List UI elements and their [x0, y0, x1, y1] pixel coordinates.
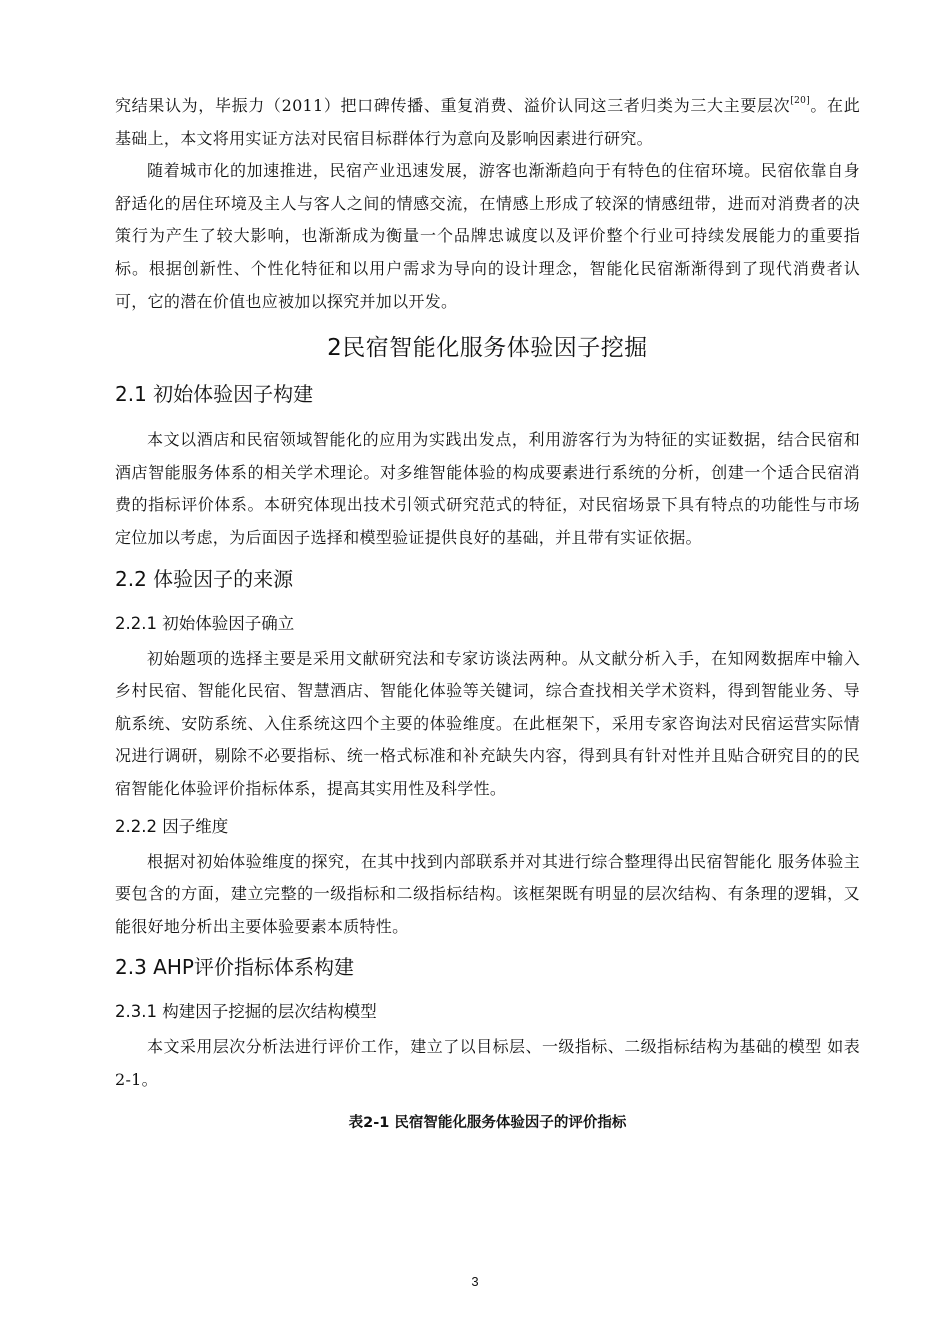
citation-marker: [20] — [790, 96, 811, 106]
body-paragraph: 随着城市化的加速推进，民宿产业迅速发展，游客也渐渐趋向于有特色的住宿环境。民宿依靠自身舒适化的居住环境及主人与客人之间的情感交流，在情感上形成了较深的情感纽带，进而对消费者的决策行为产生了较大影响，也渐渐成为衡量一个品牌忠诚度以及评价整个行业可持续发展能力的重要指标。根据创新性、个性化特征和以用户需求为导向的设计理念，智能化民宿渐渐得到了现代消费者认可，它的潜在价值也应被加以探究并加以开发。 — [115, 161, 860, 311]
page-content — [115, 90, 860, 1136]
table-caption: 表2-1 民宿智能化服务体验因子的评价指标 — [348, 1115, 627, 1132]
subsection-2-2-1-body: 初始题项的选择主要是采用文献研究法和专家访谈法两种。从文献分析入手，在知网数据库中输入乡村民宿、智能化民宿、智慧酒店、智能化体验等关键词，综合查找相关学术资料，得到智能业务、导航系统、安防系统、入住系统这四个主要的体验维度。在此框架下，采用专家咨询法对民宿运营实际情况进行调研，剔除不必要指标、统一格式标准和补充缺失内容，得到具有针对性并且贴合研究目的的民宿智能化体验评价指标体系，提高其实用性及科学性。 — [115, 648, 860, 798]
chapter-title: 2民宿智能化服务体验因子挖掘 — [327, 335, 648, 362]
page-number: 3 — [471, 1274, 479, 1289]
section-heading-2-2: 2.2 体验因子的来源 — [115, 566, 294, 591]
subsection-2-2-2-body: 根据对初始体验维度的探究，在其中找到内部联系并对其进行综合整理得出民宿智能化 服务体验主要包含的方面，建立完整的一级指标和二级指标结构。该框架既有明显的层次结构、有条理的逻辑，又能很好地分析出主要体验要素本质特性。 — [115, 851, 860, 936]
subsection-heading-2-3-1: 2.3.1 构建因子挖掘的层次结构模型 — [115, 1002, 377, 1022]
section-2-1-body: 本文以酒店和民宿领域智能化的应用为实践出发点，利用游客行为为特征的实证数据，结合民宿和酒店智能服务体系的相关学术理论。对多维智能体验的构成要素进行系统的分析，创建一个适合民宿消费的指标评价体系。本研究体现出技术引领式研究范式的特征，对民宿场景下具有特点的功能性与市场定位加以考虑，为后面因子选择和模型验证提供良好的基础，并且带有实证依据。 — [115, 430, 860, 547]
subsection-heading-2-2-2: 2.2.2 因子维度 — [115, 816, 229, 836]
subsection-heading-2-2-1: 2.2.1 初始体验因子确立 — [115, 613, 295, 633]
paragraph-text: 究结果认为，毕振力（2011）把口碑传播、重复消费、溢价认同这三者归类为三大主要层次 — [115, 96, 791, 115]
continued-paragraph — [115, 90, 860, 155]
section-heading-2-1: 2.1 初始体验因子构建 — [115, 382, 314, 407]
paragraph-text-continued: 。在此基础上，本文将用实证方法对民宿目标群体行为意向及影响因素进行研究。 — [115, 96, 860, 148]
subsection-2-3-1-body: 本文采用层次分析法进行评价工作，建立了以目标层、一级指标、二级指标结构为基础的模型 如表2-1。 — [115, 1037, 860, 1089]
section-heading-2-3: 2.3 AHP评价指标体系构建 — [115, 955, 354, 980]
